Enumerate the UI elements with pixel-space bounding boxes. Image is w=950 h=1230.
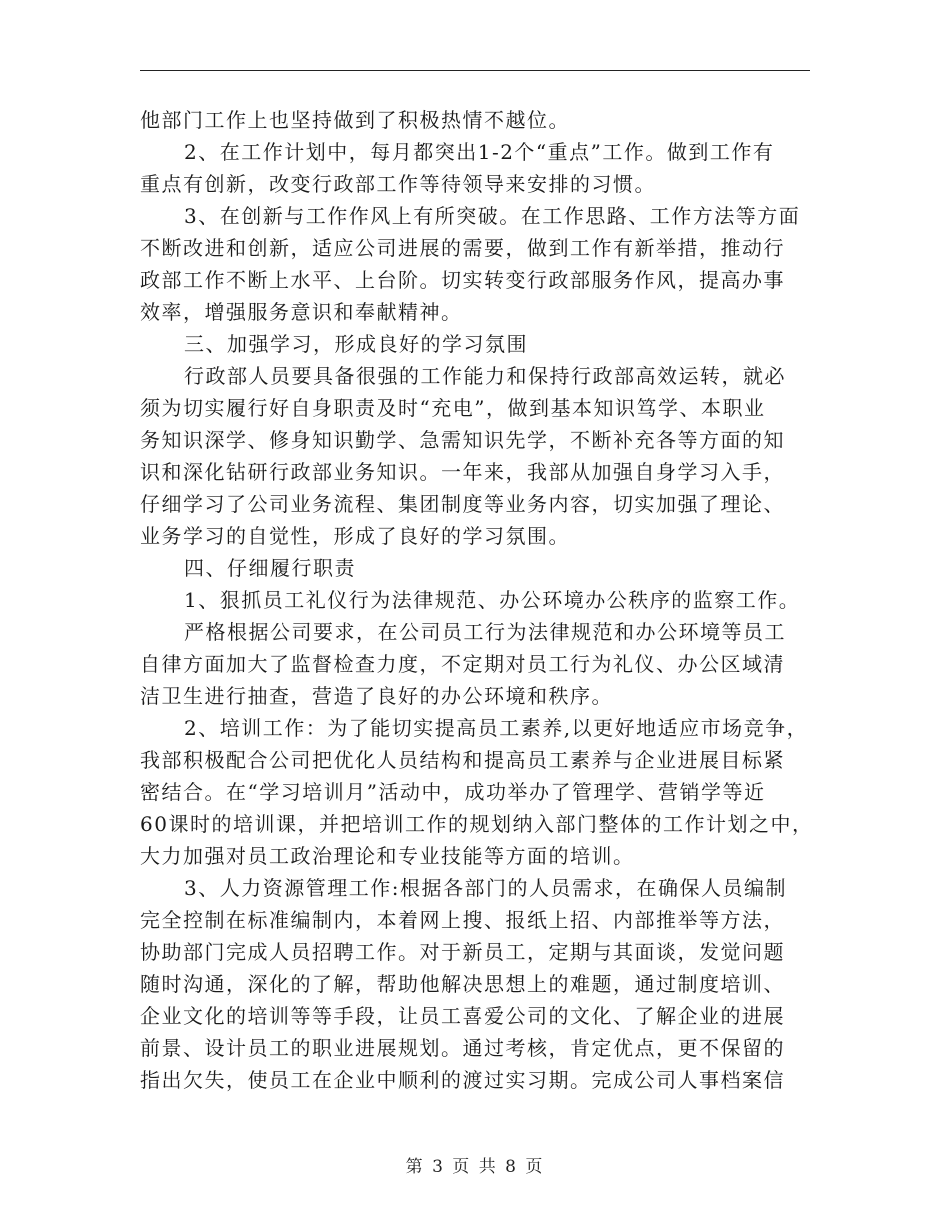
text-line: 1、狠抓员工礼仪行为法律规范、办公环境办公秩序的监察工作。	[184, 588, 801, 612]
text-line: 仔细学习了公司业务流程、集团制度等业务内容，切实加强了理论、	[140, 492, 785, 516]
text-line: 严格根据公司要求，在公司员工行为法律规范和办公环境等员工	[184, 620, 786, 644]
text-line: 大力加强对员工政治理论和专业技能等方面的培训。	[140, 844, 635, 868]
text-line: 不断改进和创新，适应公司进展的需要，做到工作有新举措，推动行	[140, 236, 785, 260]
text-line: 密结合。在“学习培训月”活动中，成功举办了管理学、营销学等近	[140, 780, 766, 804]
header-rule	[140, 70, 810, 71]
text-line: 洁卫生进行抽查，营造了良好的办公环境和秩序。	[140, 684, 613, 708]
text-line: 四、仔细履行职责	[184, 556, 356, 580]
text-line: 2、在工作计划中，每月都突出1-2个“重点”工作。做到工作有	[184, 140, 775, 164]
text-line: 3、在创新与工作作风上有所突破。在工作思路、工作方法等方面	[184, 204, 801, 228]
text-line: 60课时的培训课，并把培训工作的规划纳入部门整体的工作计划之中，	[140, 812, 814, 836]
text-line: 务知识深学、修身知识勤学、急需知识先学，不断补充各等方面的知	[140, 428, 785, 452]
text-line: 政部工作不断上水平、上台阶。切实转变行政部服务作风，提高办事	[140, 268, 785, 292]
text-line: 业务学习的自觉性，形成了良好的学习氛围。	[140, 524, 570, 548]
text-line: 协助部门完成人员招聘工作。对于新员工，定期与其面谈，发觉问题	[140, 940, 785, 964]
document-body	[140, 104, 814, 1096]
text-line: 重点有创新，改变行政部工作等待领导来安排的习惯。	[140, 172, 656, 196]
text-line: 完全控制在标准编制内，本着网上搜、报纸上招、内部推举等方法，	[140, 908, 785, 932]
page-number: 第 3 页 共 8 页	[405, 1157, 545, 1177]
text-line: 他部门工作上也坚持做到了积极热情不越位。	[140, 108, 570, 132]
text-line: 3、人力资源管理工作:根据各部门的人员需求，在确保人员编制	[184, 876, 787, 900]
text-line: 须为切实履行好自身职责及时“充电”，做到基本知识笃学、本职业	[140, 396, 766, 420]
text-line: 前景、设计员工的职业进展规划。通过考核，肯定优点，更不保留的	[140, 1036, 785, 1060]
text-line: 效率，增强服务意识和奉献精神。	[140, 300, 463, 324]
text-line: 随时沟通，深化的了解，帮助他解决思想上的难题，通过制度培训、	[140, 972, 785, 996]
text-line: 指出欠失，使员工在企业中顺利的渡过实习期。完成公司人事档案信	[140, 1068, 785, 1092]
text-line: 自律方面加大了监督检查力度，不定期对员工行为礼仪、办公区域清	[140, 652, 785, 676]
text-line: 我部积极配合公司把优化人员结构和提高员工素养与企业进展目标紧	[140, 748, 785, 772]
text-line: 三、加强学习，形成良好的学习氛围	[184, 332, 528, 356]
text-line: 2、培训工作：为了能切实提高员工素养,以更好地适应市场竞争，	[184, 716, 809, 740]
text-line: 识和深化钻研行政部业务知识。一年来，我部从加强自身学习入手，	[140, 460, 785, 484]
text-line: 行政部人员要具备很强的工作能力和保持行政部高效运转，就必	[184, 364, 786, 388]
text-line: 企业文化的培训等等手段，让员工喜爱公司的文化、了解企业的进展	[140, 1004, 785, 1028]
